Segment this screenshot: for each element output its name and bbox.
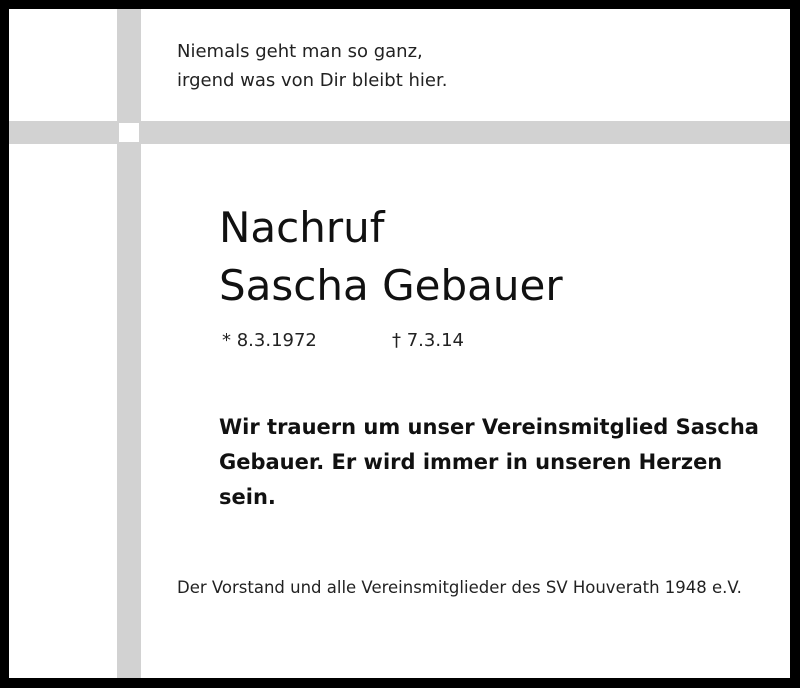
quote-line-1: Niemals geht man so ganz, bbox=[177, 41, 423, 62]
message-line-2: Gebauer. Er wird immer in unseren Herzen bbox=[219, 450, 723, 474]
message-line-3: sein. bbox=[219, 485, 276, 509]
deceased-name: Sascha Gebauer bbox=[219, 261, 563, 310]
mourning-message bbox=[219, 410, 759, 515]
birth-date: * 8.3.1972 bbox=[222, 330, 317, 351]
cross-vertical-bar bbox=[117, 9, 141, 678]
cross-center-gap bbox=[119, 123, 139, 142]
quote-line-2: irgend was von Dir bleibt hier. bbox=[177, 70, 448, 91]
obituary-card bbox=[9, 9, 790, 678]
message-line-1: Wir trauern um unser Vereinsmitglied Sascha bbox=[219, 415, 759, 439]
signature-line: Der Vorstand und alle Vereinsmitglieder des SV Houverath 1948 e.V. bbox=[177, 578, 742, 597]
memorial-quote bbox=[177, 37, 447, 95]
obituary-heading bbox=[219, 199, 563, 315]
life-dates bbox=[222, 330, 464, 351]
death-date: † 7.3.14 bbox=[392, 330, 464, 351]
obituary-title: Nachruf bbox=[219, 203, 385, 252]
